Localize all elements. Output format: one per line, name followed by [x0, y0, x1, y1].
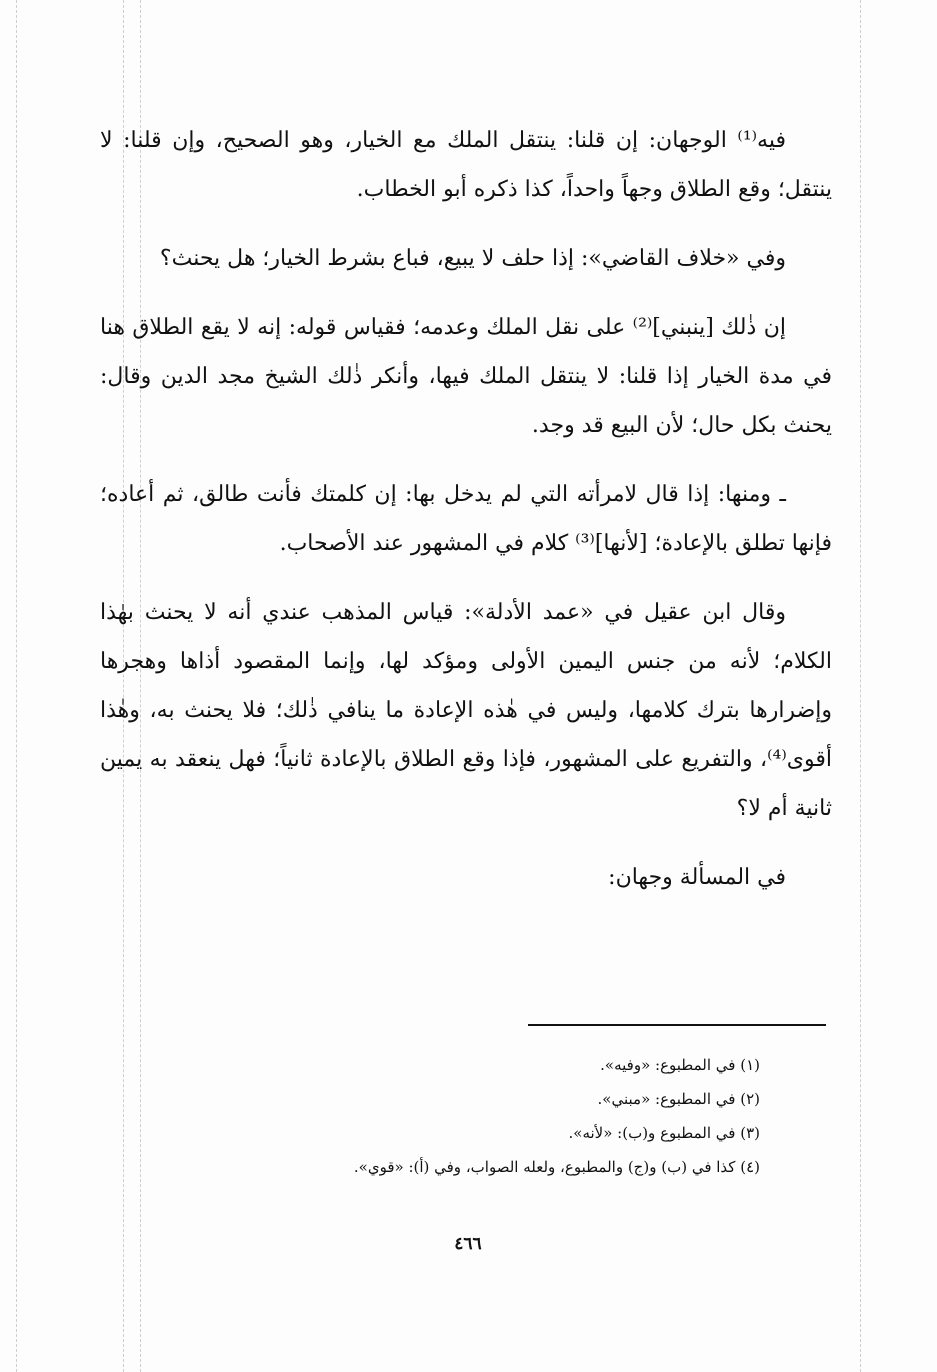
- paragraph-5: وقال ابن عقيل في «عمد الأدلة»: قياس المذهب عندي أنه لا يحنث بهٰذا الكلام؛ لأنه من جنس اليمين الأولى ومؤكد لها، وإنما المقصود أذاها وهجرها وإضرارها بترك كلامها، وليس في هٰذه الإعادة ما ينافي ذٰلك؛ فلا يحنث به، وهٰذا أقوى⁽⁴⁾، والتفريع على المشهور، فإذا وقع الطلاق بالإعادة ثانياً؛ فهل ينعقد به يمين ثانية أم لا؟: [100, 600, 832, 821]
- crop-guide-left: [16, 0, 17, 1372]
- footnote-3: (٣) في المطبوع و(ب): «لأنه».: [568, 1124, 760, 1142]
- page-number: ٤٦٦: [454, 1234, 482, 1254]
- paragraph-2: وفي «خلاف القاضي»: إذا حلف لا يبيع، فباع بشرط الخيار؛ هل يحنث؟: [159, 246, 786, 271]
- main-text: [100, 116, 832, 902]
- footnote-4: (٤) كذا في (ب) و(ج) والمطبوع، ولعله الصواب، وفي (أ): «قوي».: [353, 1158, 760, 1176]
- footnote-2: (٢) في المطبوع: «مبني».: [597, 1090, 760, 1108]
- footnote-1: (١) في المطبوع: «وفيه».: [600, 1056, 760, 1074]
- paragraph-3: إن ذٰلك [ينبني]⁽²⁾ على نقل الملك وعدمه؛ فقياس قوله: إنه لا يقع الطلاق هنا في مدة الخيار إذا قلنا: لا ينتقل الملك فيها، وأنكر ذٰلك الشيخ مجد الدين وقال: يحنث بكل حال؛ لأن البيع قد وجد.: [100, 315, 832, 438]
- paragraph-4: ـ ومنها: إذا قال لامرأته التي لم يدخل بها: إن كلمتك فأنت طالق، ثم أعاده؛ فإنها تطلق بالإعادة؛ [لأنها]⁽³⁾ كلام في المشهور عند الأصحاب.: [100, 482, 832, 556]
- crop-guide-right: [860, 0, 861, 1372]
- footnote-separator: [528, 1024, 826, 1026]
- paragraph-1: فيه⁽¹⁾ الوجهان: إن قلنا: ينتقل الملك مع الخيار، وهو الصحيح، وإن قلنا: لا ينتقل؛ وقع الطلاق وجهاً واحداً، كذا ذكره أبو الخطاب.: [100, 128, 832, 202]
- footnotes: [150, 1048, 760, 1184]
- paragraph-6: في المسألة وجهان:: [608, 865, 786, 890]
